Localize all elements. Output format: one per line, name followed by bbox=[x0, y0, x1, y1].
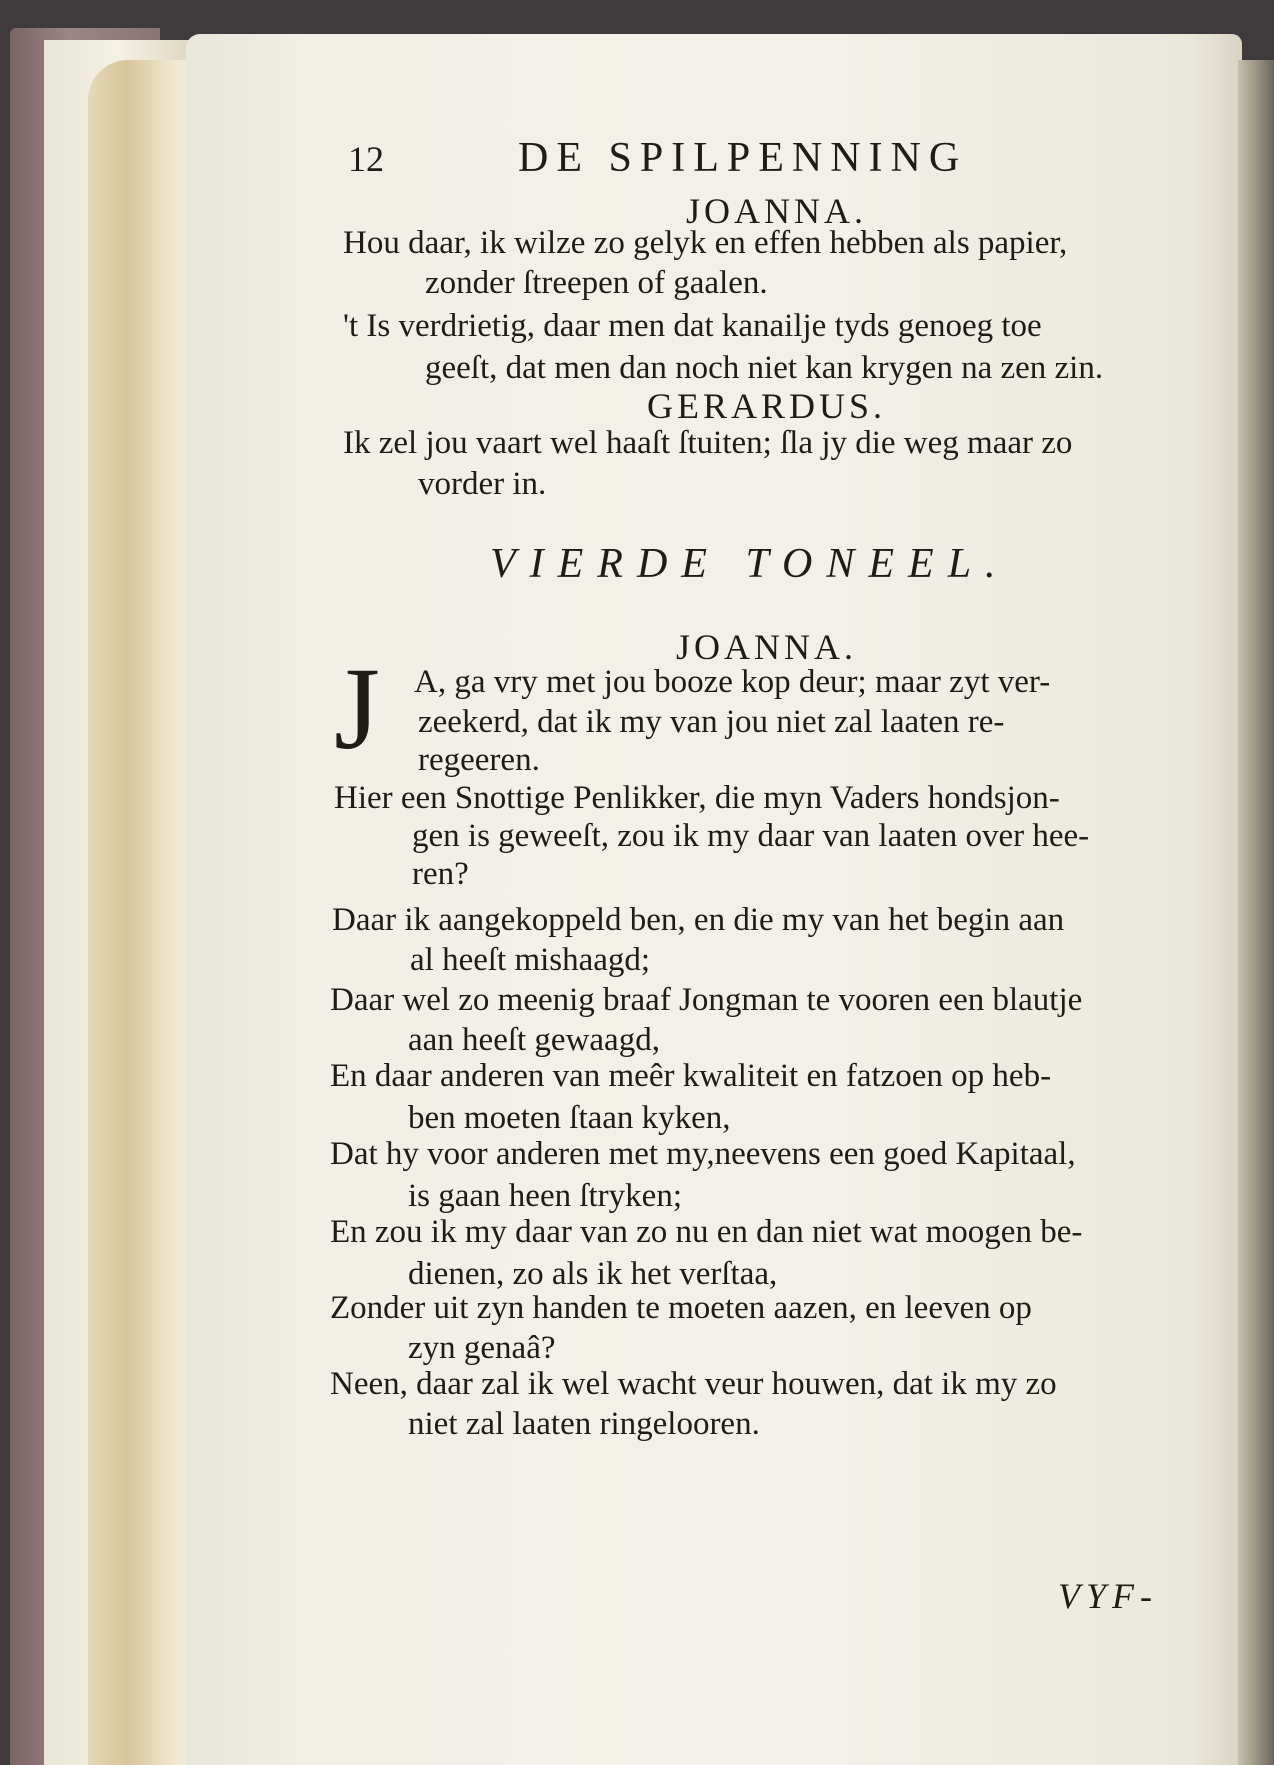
text-line: zeekerd, dat ik my van jou niet zal laaten re- bbox=[418, 704, 1005, 740]
facing-page-edge bbox=[1238, 60, 1274, 1765]
text-line: Daar ik aangekoppeld ben, en die my van het begin aan bbox=[332, 902, 1065, 938]
text-line: geeſt, dat men dan noch niet kan krygen na zen zin. bbox=[425, 350, 1104, 386]
catchword: VYF- bbox=[1058, 1576, 1158, 1616]
text-line: niet zal laaten ringelooren. bbox=[408, 1406, 760, 1442]
text-line: Neen, daar zal ik wel wacht veur houwen, dat ik my zo bbox=[330, 1366, 1057, 1402]
speaker-gerardus: GERARDUS. bbox=[647, 386, 887, 426]
text-line: ben moeten ſtaan kyken, bbox=[408, 1100, 731, 1136]
text-line: aan heeſt gewaagd, bbox=[408, 1022, 660, 1058]
text-line: dienen, zo als ik het verſtaa, bbox=[408, 1256, 778, 1292]
text-line: Dat hy voor anderen met my,neevens een goed Kapitaal, bbox=[330, 1136, 1076, 1172]
text-line: Hier een Snottige Penlikker, die myn Vaders hondsjon- bbox=[334, 780, 1060, 816]
text-line: regeeren. bbox=[418, 742, 540, 778]
text-line: gen is geweeſt, zou ik my daar van laaten over hee- bbox=[412, 818, 1090, 854]
scene-title: VIERDE TONEEL. bbox=[490, 541, 1010, 587]
text-line: al heeſt mishaagd; bbox=[410, 942, 651, 978]
text-line: 't Is verdrietig, daar men dat kanailje tyds genoeg toe bbox=[343, 308, 1042, 344]
text-line: Zonder uit zyn handen te moeten aazen, en leeven op bbox=[330, 1290, 1032, 1326]
text-line: En zou ik my daar van zo nu en dan niet wat moogen be- bbox=[330, 1214, 1083, 1250]
text-line: Daar wel zo meenig braaf Jongman te vooren een blautje bbox=[330, 982, 1083, 1018]
drop-cap: J bbox=[334, 643, 380, 774]
text-line: A, ga vry met jou booze kop deur; maar zyt ver- bbox=[414, 664, 1051, 700]
text-line: Hou daar, ik wilze zo gelyk en effen hebben als papier, bbox=[343, 225, 1068, 261]
page-curl bbox=[88, 60, 198, 1765]
text-line: ren? bbox=[412, 856, 469, 892]
text-line: En daar anderen van meêr kwaliteit en fatzoen op heb- bbox=[330, 1058, 1052, 1094]
text-line: zonder ſtreepen of gaalen. bbox=[425, 265, 768, 301]
text-line: vorder in. bbox=[418, 466, 547, 502]
running-title: DE SPILPENNING bbox=[518, 135, 968, 181]
text-line: Ik zel jou vaart wel haaſt ſtuiten; ſla jy die weg maar zo bbox=[343, 425, 1073, 461]
speaker-joanna: JOANNA. bbox=[686, 191, 867, 231]
text-line: zyn genaâ? bbox=[408, 1330, 556, 1366]
page-number: 12 bbox=[348, 139, 384, 179]
speaker-joanna: JOANNA. bbox=[676, 627, 857, 667]
text-line: is gaan heen ſtryken; bbox=[408, 1178, 682, 1214]
